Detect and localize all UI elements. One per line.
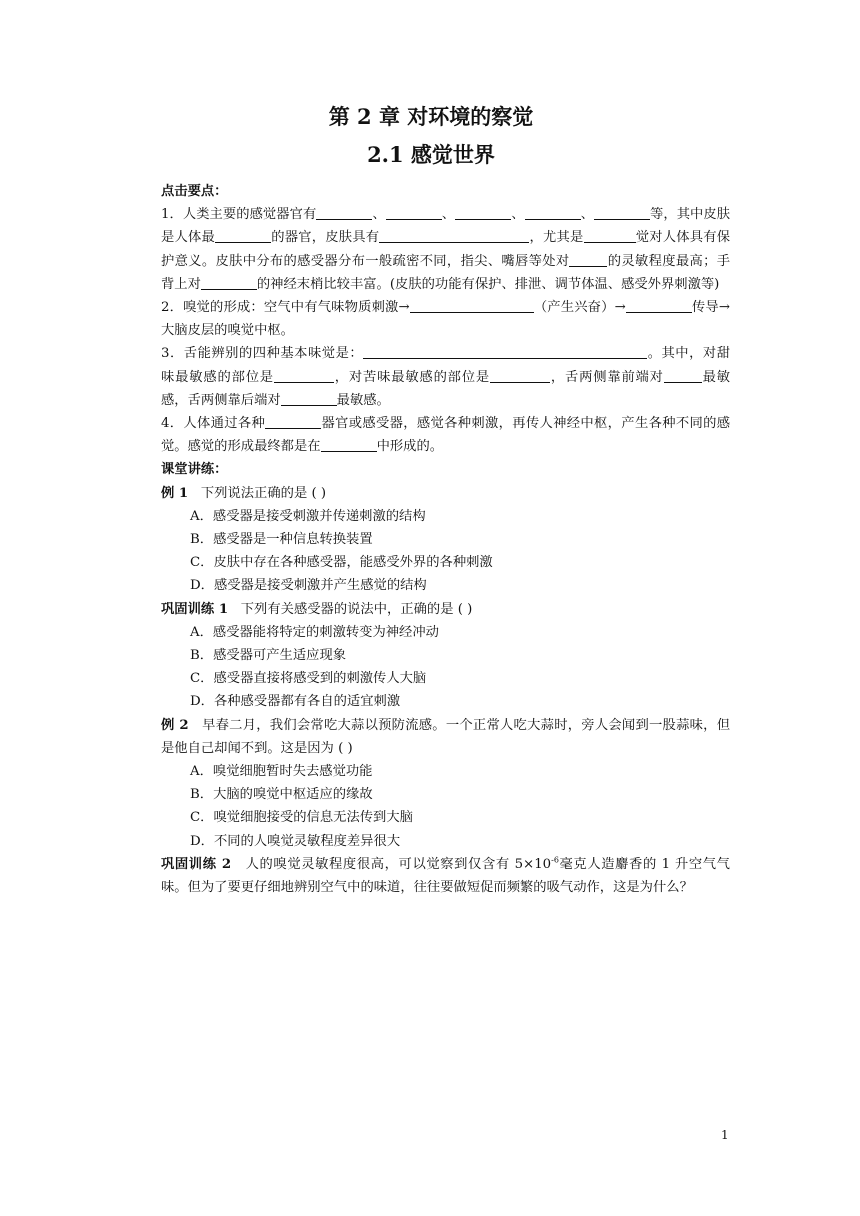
fill-blank[interactable] [455, 205, 511, 220]
kp1-text: 其中皮肤是人体最 [161, 207, 731, 246]
kp2-text: 传导→大脑皮层的嗅觉中枢。 [161, 300, 730, 339]
kp3-text: 最敏感，舌两侧靠后端对 [161, 369, 731, 408]
example-2-question: 早春二月，我们会常吃大蒜以预防流感。一个正常人吃大蒜时，旁人会闻到一股蒜味，但是他自己却闻不到。这是因为 ( ) [161, 717, 730, 756]
training-2-question-part-2: 毫克人造麝香的 1 升空气气味。但为了要更仔细地辨别空气中的味道，往往要做短促而频繁的吸气动作，这是为什么？ [161, 856, 730, 896]
training-1-option-b: B．感受器可产生适应现象 [190, 648, 347, 664]
fill-blank[interactable] [215, 228, 271, 243]
kp2-text: 2．嗅觉的形成：空气中有气味物质刺激→ [161, 300, 410, 316]
training-2-label: 巩固训练 2 [161, 856, 232, 872]
kp4-text: 4．人体通过各种 [161, 416, 266, 432]
key-point-1 [132, 203, 730, 296]
fill-blank[interactable] [265, 414, 321, 429]
kp1-sep: 、 [441, 207, 456, 223]
example-2-option-b: B．大脑的嗅觉中枢适应的缘故 [190, 787, 373, 803]
fill-blank[interactable] [410, 298, 534, 313]
fill-blank[interactable] [386, 205, 442, 220]
kp4-text: 器官或感受器，感觉各种刺激，再传人神经中枢，产生各种不同的感觉。感觉的形成最终都是在 [161, 416, 730, 455]
fill-blank[interactable] [281, 391, 337, 406]
example-2-option-c: C．嗅觉细胞接受的信息无法传到大脑 [190, 810, 413, 826]
kp1-sep: 、 [372, 207, 386, 223]
kp3-text: 对甜味最敏感的部位是 [161, 346, 731, 385]
example-1-option-a: A．感受器是接受刺激并传递刺激的结构 [190, 508, 426, 524]
fill-blank[interactable] [584, 228, 636, 243]
kp3-text: ，对苦味最敏感的部位是 [333, 369, 491, 385]
kp1-text: ，尤其是 [529, 230, 584, 246]
training-1-option-c: C．感受器直接将感受到的刺激传人大脑 [190, 671, 427, 687]
classroom-heading: 课堂讲练： [161, 462, 228, 478]
fill-blank[interactable] [664, 368, 702, 383]
page-content [132, 100, 730, 899]
chapter-title: 第 2 章 对环境的察觉 [328, 104, 534, 129]
training-1-option-d: D．各种感受器都有各自的适宜刺激 [190, 694, 401, 710]
fill-blank[interactable] [316, 205, 372, 220]
training-1-label: 巩固训练 1 [161, 601, 229, 617]
kp1-sep: 、 [511, 207, 525, 223]
kp3-text: 。其中， [647, 346, 703, 362]
example-1-stem [132, 482, 730, 505]
key-point-3 [132, 342, 730, 412]
kp4-text: 中形成的。 [376, 439, 444, 455]
fill-blank[interactable] [594, 205, 650, 220]
kp1-text: 等， [649, 207, 677, 223]
example-1-question: 下列说法正确的是 ( ) [200, 485, 327, 501]
example-1-option-d: D．感受器是接受刺激并产生感觉的结构 [190, 578, 427, 594]
fill-blank[interactable] [321, 437, 377, 452]
example-2-label: 例 2 [161, 717, 189, 733]
fill-blank[interactable] [274, 368, 334, 383]
page-number: 1 [721, 1128, 729, 1142]
example-1-option-b: B．感受器是一种信息转换装置 [190, 532, 373, 548]
example-1-label: 例 1 [161, 485, 189, 501]
key-point-2 [132, 296, 730, 342]
key-points-heading: 点击要点： [161, 184, 228, 199]
example-2-option-a: A．嗅觉细胞暂时失去感觉功能 [190, 764, 373, 780]
kp3-text: ，舌两侧靠前端对 [550, 369, 664, 385]
exponent: -6 [551, 855, 559, 865]
kp1-text: 觉对人体具有保护意义。皮肤中分布的感受器分布一般疏密不同，指尖、嘴唇等处对 [161, 230, 731, 269]
fill-blank[interactable] [525, 205, 581, 220]
kp1-text: 的神经末梢比较丰富。(皮肤的功能有保护、排泄、调节体温、感受外界刺激等) [256, 276, 720, 292]
kp1-text: 的器官，皮肤具有 [271, 230, 380, 246]
kp3-text: 最敏感。 [336, 392, 390, 408]
training-1-option-a: A．感受器能将特定的刺激转变为神经冲动 [190, 624, 439, 640]
fill-blank[interactable] [490, 368, 550, 383]
kp3-text: 3．舌能辨别的四种基本味觉是： [161, 346, 364, 362]
fill-blank[interactable] [569, 252, 607, 267]
training-1-question: 下列有关感受器的说法中，正确的是 ( ) [240, 601, 473, 617]
kp1-text: 的灵敏程度最高；手背上对 [161, 253, 731, 292]
training-2-stem [132, 853, 730, 899]
example-2-option-d: D．不同的人嗅觉灵敏程度差异很大 [190, 833, 401, 849]
example-2-stem [132, 714, 730, 760]
kp1-sep: 、 [580, 207, 594, 223]
key-point-4 [132, 412, 730, 458]
fill-blank[interactable] [363, 344, 647, 359]
fill-blank[interactable] [379, 228, 529, 243]
training-1-stem [132, 598, 730, 621]
fill-blank[interactable] [626, 298, 692, 313]
kp1-text: 1．人类主要的感觉器官有 [161, 207, 317, 223]
example-1-option-c: C．皮肤中存在各种感受器，能感受外界的各种刺激 [190, 555, 493, 571]
fill-blank[interactable] [201, 275, 257, 290]
section-title: 2.1 感觉世界 [367, 142, 495, 167]
training-2-question-part-1: 人的嗅觉灵敏程度很高，可以觉察到仅含有 5×10 [245, 856, 552, 872]
kp2-text: （产生兴奋）→ [533, 300, 626, 316]
